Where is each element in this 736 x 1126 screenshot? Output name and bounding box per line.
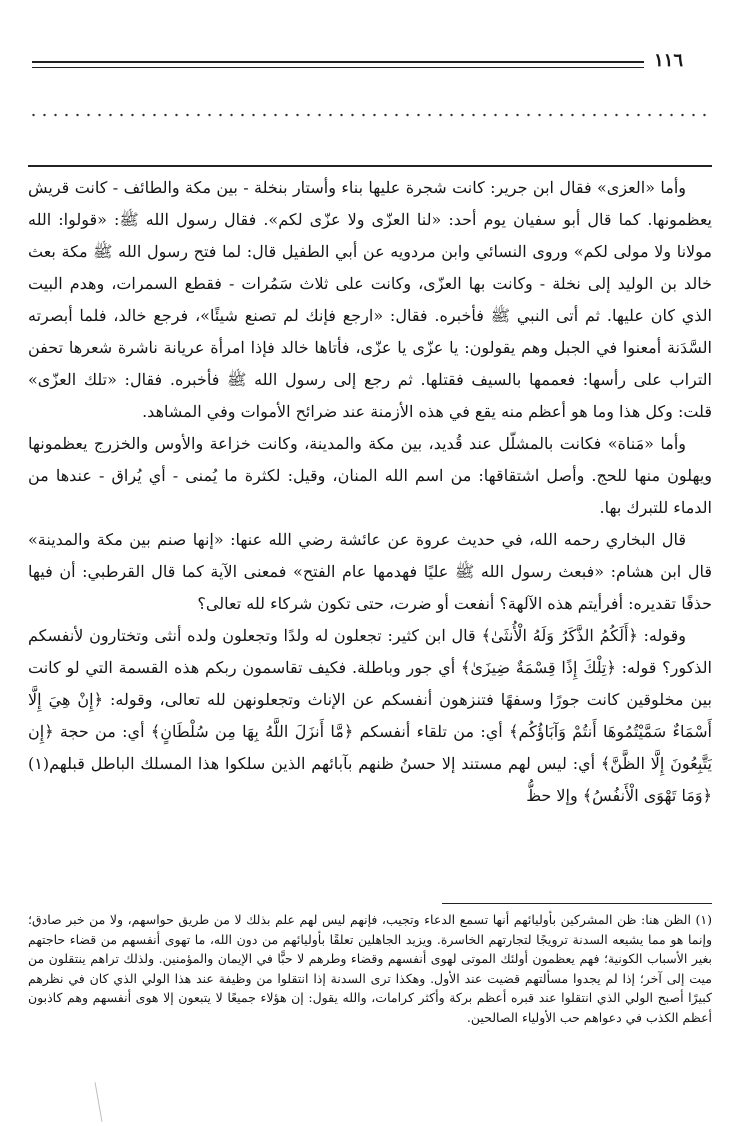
header-rule-thin: [32, 67, 644, 68]
footnote: [28, 910, 712, 1120]
page-number: ١١٦: [654, 50, 684, 71]
paragraph-uzza: وأما «العزى» فقال ابن جرير: كانت شجرة عليها بناء وأستار بنخلة - بين مكة والطائف - كانت قريش يعظمونها. كما قال أبو سفيان يوم أحد: «لنا العزّى ولا عزّى لكم». فقال رسول الله ﷺ: «قولوا: الله مولانا ولا مولى لكم» وروى النسائي وابن مردويه عن أبي الطفيل قال: لما فتح رسول الله ﷺ مكة بعث خالد بن الوليد إلى نخلة - وكانت بها العزّى، وكانت على ثلاث سَمُرات - فقطع السمرات، وهدم البيت الذي كان عليها. ثم أتى النبي ﷺ فأخبره. فقال: «ارجع فإنك لم تصنع شيئًا»، فرجع خالد، فلما أبصرته السَّدَنة أمعنوا في الجبل وهم يقولون: يا عزّى يا عزّى، فأتاها خالد فإذا امرأة عريانة ناشرة شعرها تحفن التراب على رأسها: فعممها بالسيف فقتلها. ثم رجع إلى رسول الله ﷺ فأخبره. فقال: «تلك العزّى» قلت: وكل هذا وما هو أعظم منه يقع في هذه الأزمنة عند ضرائح الأموات وفي المشاهد.: [28, 178, 712, 421]
dotted-separator: [28, 112, 712, 118]
section-rule: [28, 165, 712, 167]
paragraph-manat: وأما «مَناة» فكانت بالمشلّل عند قُديد، بين مكة والمدينة، وكانت خزاعة والأوس والخزرج يعظمونها ويهلون منها للحج. وأصل اشتقاقها: من اسم الله المنان، وقيل: لكثرة ما يُمنى - أي يُراق - عندها من الدماء للتبرك بها.: [28, 434, 712, 517]
footnote-rule: [442, 903, 712, 904]
main-text: [28, 172, 712, 892]
paragraph-verse-commentary: وقوله: ﴿أَلَكُمُ الذَّكَرُ وَلَهُ الْأُنثَىٰ﴾ قال ابن كثير: تجعلون له ولدًا وتجعلون ولده أنثى وتختارون لأنفسكم الذكور؟ قوله: ﴿تِلْكَ إِذًا قِسْمَةٌ ضِيزَىٰ﴾ أي جور وباطلة. فكيف تقاسمون ربكم هذه القسمة التي لو كانت بين مخلوقين كانت جورًا وسفهًا فتنزهون أنفسكم عن الإناث وتجعلونهن لله تعالى، وقوله: ﴿إِنْ هِيَ إِلَّا أَسْمَاءٌ سَمَّيْتُمُوهَا أَنتُمْ وَآبَاؤُكُم﴾ أي: من تلقاء أنفسكم ﴿مَّا أَنزَلَ اللَّهُ بِهَا مِن سُلْطَانٍ﴾ أي: من حجة ﴿إِن يَتَّبِعُونَ إِلَّا الظَّنَّ﴾ أي: ليس لهم مستند إلا حسنُ ظنهم بآبائهم الذين سلكوا هذا المسلك الباطل قبلهم(١) ﴿وَمَا تَهْوَى الْأَنفُسُ﴾ وإلا حظُّ: [28, 626, 712, 805]
paragraph-bukhari: قال البخاري رحمه الله، في حديث عروة عن عائشة رضي الله عنها: «إنها صنم بين مكة والمدينة» قال ابن هشام: «فبعث رسول الله ﷺ عليًا فهدمها عام الفتح» فمعنى الآية كما قال القرطبي: أن فيها حذفًا تقديره: أفرأيتم هذه الآلهة؟ أنفعت أو ضرت، حتى تكون شركاء لله تعالى؟: [28, 530, 712, 613]
header-rule-thick: [32, 61, 644, 63]
footnote-text: (١) الظن هنا: ظن المشركين بأوليائهم أنها تسمع الدعاء وتجيب، فإنهم ليس لهم علم بذلك لا من طريق حواسهم، ولا من خبر صادق؛ وإنما هو مما يشيعه السدنة ترويجًا لتجارتهم الخاسرة. ويزيد الجاهلين تعلقًا بأوليائهم من دون الله، ما تهوى أنفسهم من قضاء حاجتهم بغير الأسباب الكونية؛ فهم يعظمون أولئك الموتى لهوى أنفسهم وقضاء وطرهم لا حبًّا في الإيمان والمؤمنين. ولذلك تراهم ينتقلون من ميت إلى آخر؛ إذا لم يجدوا مسألتهم قضيت عند الأول. وهكذا ترى السدنة إذا انتقلوا من وظيفة عند هذا الولي الذي كان في نظرهم كبيرًا أصبح الولي الذي انتقلوا عند قبره أعظم بركة وأكثر كرامات، والله يقول: إن هؤلاء جميعًا لا يتبعون إلا هوى أنفسهم وهم كاذبون أعظم الكذب في دعواهم حب الأولياء الصالحين.: [28, 912, 712, 1025]
